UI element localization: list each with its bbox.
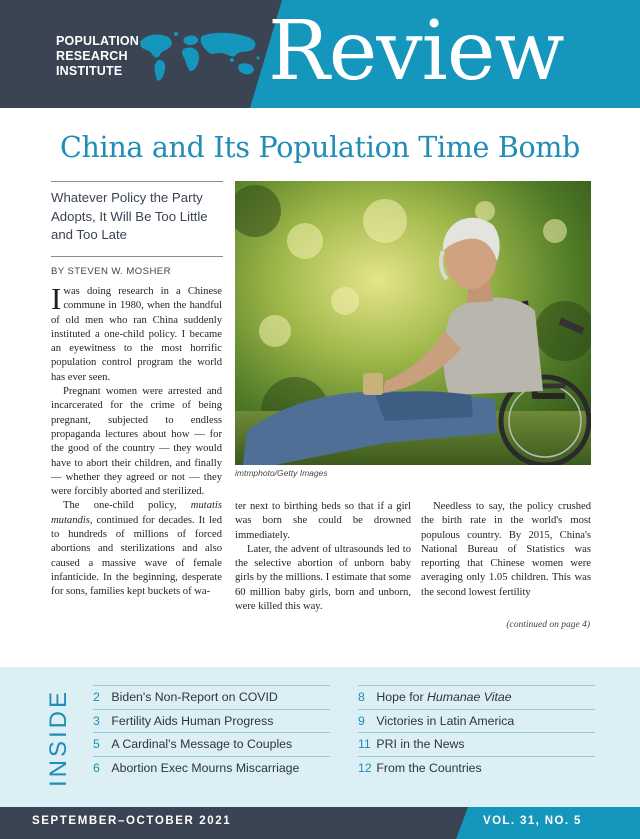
paragraph: ter next to birthing beds so that if a girl was born she could be drowned immediately.	[235, 501, 411, 541]
world-map-icon	[136, 28, 272, 88]
publication-title: Review	[268, 4, 564, 99]
paragraph: Pregnant women were arrested and incarcerated for the crime of being pregnant, subjected to endless propaganda lectures about how — for the good of the country — they would have to abort their children, and finally — whether they agreed or not — they were forcibly aborted and sterilized.	[51, 386, 222, 498]
toc-item[interactable]	[93, 756, 330, 780]
paragraph: Needless to say, the policy crushed the birth rate in the world's most populous country. By 2015, China's National Bureau of Statistics was reporting that Chinese women were averaging only 1.05 children. This was the second lowest fertility	[421, 501, 591, 598]
article-column-3	[421, 500, 591, 600]
inside-label	[35, 683, 75, 791]
toc-item[interactable]	[358, 685, 595, 709]
article-photo	[235, 181, 591, 465]
svg-text:INSIDE: INSIDE	[45, 688, 72, 787]
toc-page: 8	[358, 690, 365, 705]
toc-page: 6	[93, 760, 100, 775]
toc-title: Fertility Aids Human Progress	[111, 713, 274, 728]
toc-page: 12	[358, 760, 372, 775]
toc-title: Hope for Humanae Vitae	[376, 690, 512, 705]
toc-item[interactable]	[358, 732, 595, 756]
toc-left	[93, 685, 330, 779]
toc-page: 5	[93, 737, 100, 752]
paragraph: Later, the advent of ultrasounds led to the selective abortion of unborn baby girls by the millions. I estimate that some 60 million baby girls, born and unborn, were killed this way.	[235, 543, 411, 613]
toc-title: From the Countries	[376, 760, 482, 775]
volume-number: VOL. 31, NO. 5	[483, 815, 582, 827]
toc-page: 9	[358, 713, 365, 728]
photo-credit: imtmphoto/Getty Images	[235, 468, 328, 478]
deck-top-rule	[51, 181, 223, 182]
paragraph: Iwas doing research in a Chinese commune in 1980, when the handful of old men who ran China suddenly instituted a one-child policy. I became an eyewitness to the most horrific population control program the world has ever seen.	[51, 281, 222, 383]
article-column-1	[51, 281, 222, 600]
continued-note: (continued on page 4)	[506, 620, 590, 630]
toc-item[interactable]	[358, 756, 595, 780]
drop-cap: I	[51, 281, 62, 316]
toc-item[interactable]	[93, 685, 330, 709]
article-deck: Whatever Policy the Party Adopts, It Will Be Too Little and Too Late	[51, 190, 208, 242]
toc-item[interactable]	[93, 732, 330, 756]
org-name: POPULATION RESEARCH INSTITUTE	[56, 34, 140, 78]
toc-page: 2	[93, 690, 100, 705]
toc-title: A Cardinal's Message to Couples	[111, 737, 293, 752]
toc-page: 11	[358, 737, 371, 752]
toc-page: 3	[93, 713, 100, 728]
paragraph: The one-child policy, mutatis mutandis, continued for decades. It led to hundreds of millions of forced abortions and sterilizations and also caused a massive wave of female infanticide. In the beginning, desperate for sons, families kept buckets of wa-	[51, 500, 222, 598]
article-headline: China and Its Population Time Bomb	[59, 131, 580, 164]
toc-title: Biden's Non-Report on COVID	[111, 690, 278, 705]
issue-date: SEPTEMBER–OCTOBER 2021	[32, 815, 232, 827]
deck-bottom-rule	[51, 256, 223, 257]
toc-item[interactable]	[358, 709, 595, 733]
toc-title: Victories in Latin America	[376, 713, 515, 728]
toc-title: PRI in the News	[376, 737, 465, 752]
toc-title: Abortion Exec Mourns Miscarriage	[111, 760, 300, 775]
elderly-man-wheelchair-photo	[235, 181, 591, 465]
toc-right	[358, 685, 595, 779]
toc-item[interactable]	[93, 709, 330, 733]
article-column-2	[235, 500, 411, 614]
article-byline: BY STEVEN W. MOSHER	[51, 266, 171, 277]
